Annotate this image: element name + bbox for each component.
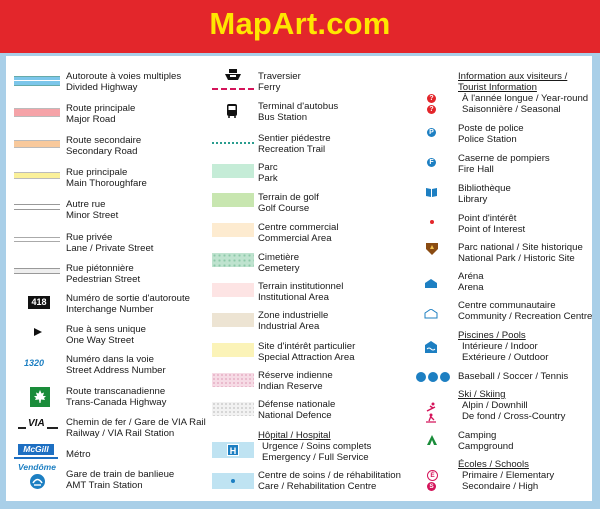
interchange-label: Numéro de sortie d'autoroute Interchange Number — [66, 293, 190, 315]
private-street-swatch — [14, 237, 60, 242]
bus-label: Terminal d'autobus Bus Station — [258, 101, 339, 123]
hospital-icon: H — [227, 444, 239, 456]
metro-badge: McGill — [18, 444, 54, 455]
point-of-interest-icon — [430, 220, 434, 224]
baseball-icon — [416, 372, 426, 382]
camping-label: Camping Campground — [458, 430, 514, 452]
trail-swatch — [212, 142, 254, 144]
national-park-icon — [425, 242, 439, 256]
pools-label: Piscines / Pools Intérieure / Indoor Extérieure / Outdoor — [458, 330, 549, 363]
elementary-school-icon: É — [427, 470, 438, 481]
ferry-route-line — [212, 88, 254, 90]
library-icon — [425, 185, 438, 197]
library-label: Bibliothèque Library — [458, 183, 511, 205]
skiing-label: Ski / Skiing Alpin / Downhill De fond / Cross-Country — [458, 389, 566, 422]
fire-hall-label: Caserne de pompiers Fire Hall — [458, 153, 550, 175]
trail-label: Sentier piédestre Recreation Trail — [258, 133, 331, 155]
national-park-label: Parc national / Site historique National Park / Historic Site — [458, 242, 583, 264]
sports-label: Baseball / Soccer / Tennis — [458, 371, 569, 382]
community-centre-icon — [424, 306, 438, 316]
cemetery-label: Cimetière Cemetery — [258, 252, 300, 274]
park-label: Parc Park — [258, 162, 278, 184]
commercial-label: Centre commercial Commercial Area — [258, 222, 339, 244]
special-attraction-swatch — [212, 343, 254, 357]
secondary-road-swatch — [14, 140, 60, 148]
commercial-swatch — [212, 223, 254, 237]
high-school-icon: S — [427, 482, 436, 491]
ferry-icon — [224, 68, 242, 82]
minor-street-swatch — [14, 204, 60, 210]
minor-street-label: Autre rue Minor Street — [66, 199, 119, 221]
one-way-arrow-icon — [34, 328, 42, 336]
campground-icon — [426, 433, 438, 445]
indian-reserve-label: Réserve indienne Indian Reserve — [258, 370, 333, 392]
interchange-number-badge: 418 — [28, 296, 50, 309]
address-label: Numéro dans la voie Street Address Number — [66, 354, 166, 376]
tourist-info-icon-year-round: ? — [427, 94, 436, 103]
industrial-swatch — [212, 313, 254, 327]
metro-label: Métro — [66, 449, 91, 460]
major-road-swatch — [14, 108, 60, 117]
ferry-label: Traversier Ferry — [258, 71, 301, 93]
pedestrian-street-swatch — [14, 268, 60, 274]
amt-label: Gare de train de banlieue AMT Train Station — [66, 469, 175, 491]
industrial-label: Zone industrielle Industrial Area — [258, 310, 329, 332]
care-centre-dot-icon — [231, 479, 235, 483]
divided-highway-label: Autoroute à voies multiples Divided Highway — [66, 71, 182, 93]
via-rail-icon: VIA — [28, 418, 45, 429]
trans-canada-label: Route transcanadienne Trans-Canada Highway — [66, 386, 167, 408]
main-thoroughfare-label: Rue principale Main Thoroughfare — [66, 167, 147, 189]
arena-icon — [424, 276, 438, 286]
main-thoroughfare-swatch — [14, 172, 60, 179]
private-street-label: Rue privée Lane / Private Street — [66, 232, 154, 254]
schools-label: Écoles / Schools Primaire / Elementary Secondaire / High — [458, 459, 555, 492]
golf-label: Terrain de golf Golf Course — [258, 192, 319, 214]
maple-leaf-icon — [30, 387, 50, 407]
tourist-info-label: Information aux visiteurs / Tourist Information À l'année longue / Year-round Saisonnière / Seasonal — [458, 71, 589, 115]
amt-station-name: Vendôme — [18, 462, 56, 472]
institutional-swatch — [212, 283, 254, 297]
hospital-title: Hôpital / Hospital — [258, 430, 331, 441]
national-defence-label: Défense nationale National Defence — [258, 399, 336, 421]
park-swatch — [212, 164, 254, 178]
cemetery-swatch — [212, 253, 254, 267]
care-centre-label: Centre de soins / de réhabilitation Care / Rehabilitation Centre — [258, 470, 401, 492]
railway-label: Chemin de fer / Gare de VIA Rail Railway / VIA Rail Station — [66, 417, 206, 439]
pedestrian-street-label: Rue piétonnière Pedestrian Street — [66, 263, 141, 285]
one-way-label: Rue à sens unique One Way Street — [66, 324, 147, 346]
fire-hall-icon: F — [427, 158, 436, 167]
institutional-label: Terrain institutionnel Institutional Area — [258, 281, 344, 303]
amt-train-icon — [30, 474, 45, 489]
golf-swatch — [212, 193, 254, 207]
page-title: MapArt.com — [209, 6, 391, 41]
secondary-road-label: Route secondaire Secondary Road — [66, 135, 142, 157]
indian-reserve-swatch — [212, 373, 254, 387]
soccer-icon — [428, 372, 438, 382]
downhill-ski-icon — [425, 399, 437, 409]
header-bar — [0, 0, 600, 53]
police-icon: P — [427, 128, 436, 137]
police-label: Poste de police Police Station — [458, 123, 524, 145]
national-defence-swatch — [212, 402, 254, 416]
point-of-interest-label: Point d'intérêt Point of Interest — [458, 213, 526, 235]
community-centre-label: Centre communautaire Community / Recreation Centre — [458, 300, 593, 322]
cross-country-ski-icon — [425, 410, 437, 420]
tourist-info-icon-seasonal: ? — [427, 105, 436, 114]
arena-label: Aréna Arena — [458, 271, 484, 293]
bus-icon — [226, 104, 238, 118]
hospital-label: Hôpital / Hospital Urgence / Soins complets Emergency / Full Service — [258, 430, 372, 463]
metro-line — [14, 457, 58, 459]
special-attraction-label: Site d'intérêt particulier Special Attraction Area — [258, 341, 356, 363]
divided-highway-swatch — [14, 76, 60, 86]
major-road-label: Route principale Major Road — [66, 103, 136, 125]
address-number-badge: 1320 — [24, 358, 45, 368]
tennis-icon — [440, 372, 450, 382]
legend-panel — [6, 56, 592, 501]
indoor-pool-icon — [424, 341, 438, 354]
